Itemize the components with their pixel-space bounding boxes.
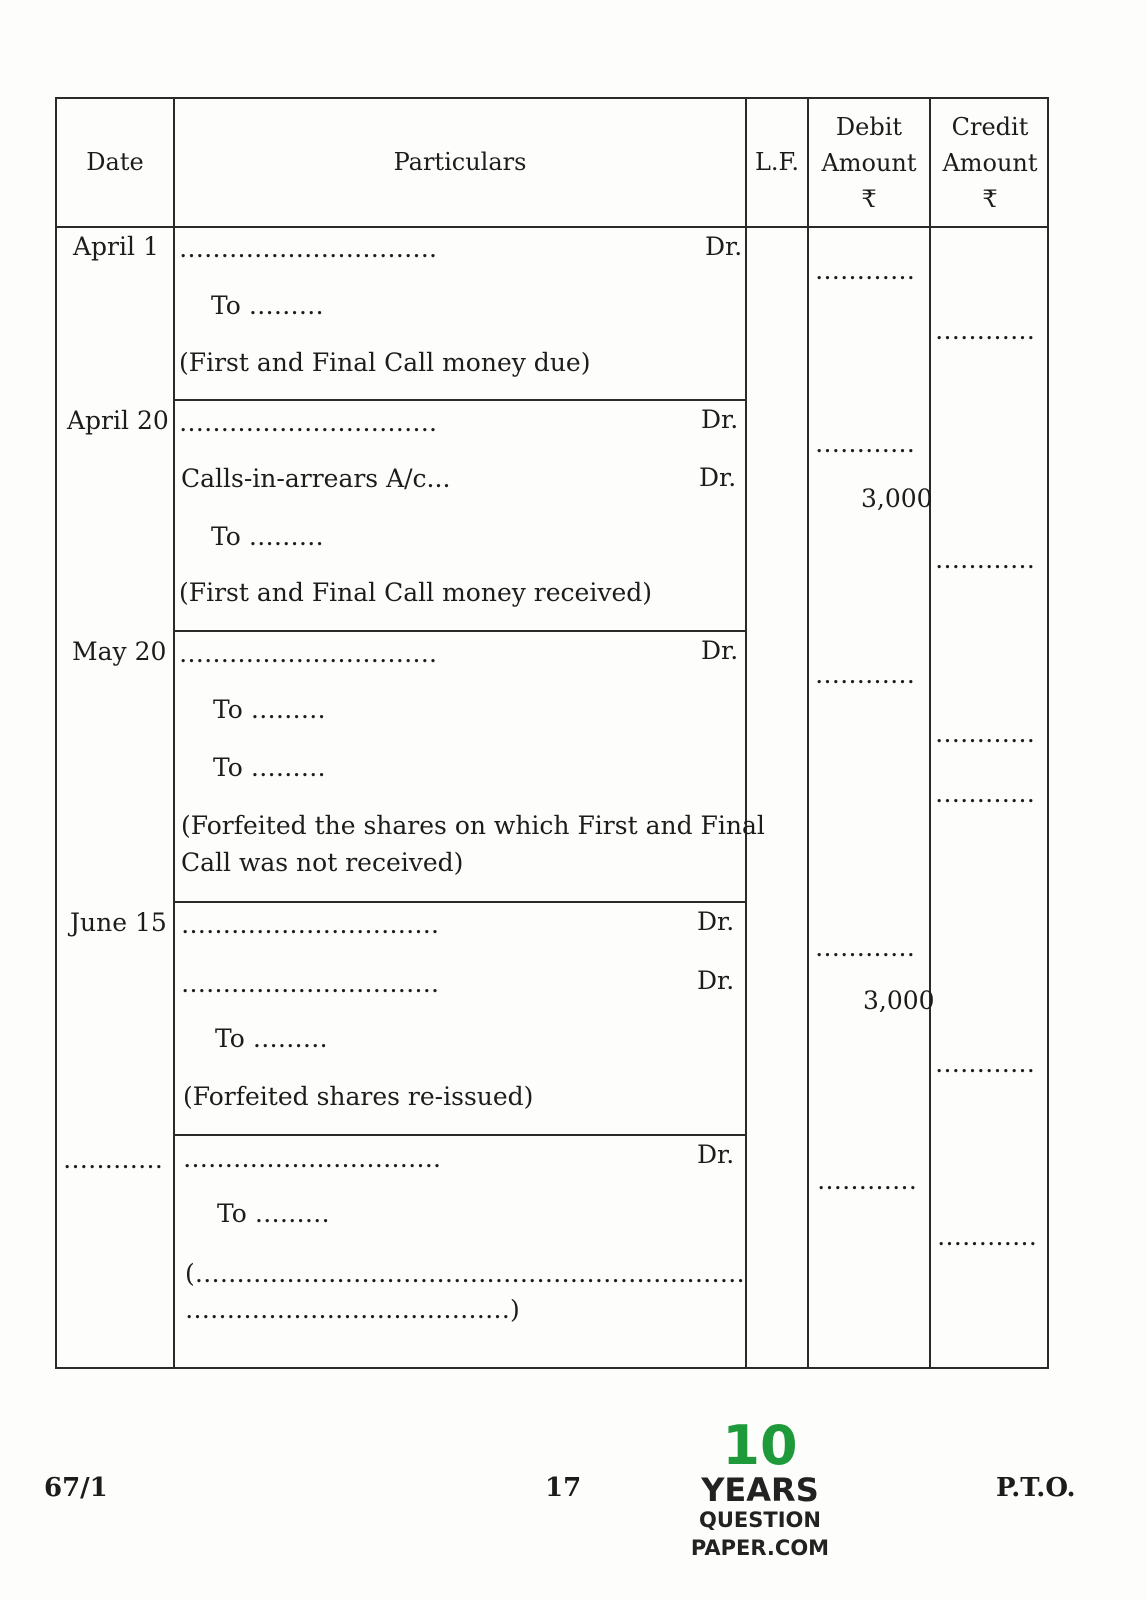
- dr-marker: Dr.: [705, 232, 743, 261]
- narration: Call was not received): [181, 848, 464, 877]
- debit-amount: …………: [817, 1166, 917, 1195]
- col-divider: [745, 99, 747, 1367]
- particular-line: To ………: [215, 1024, 328, 1053]
- credit-amount: …………: [937, 1222, 1037, 1251]
- narration: (First and Final Call money due): [179, 348, 591, 377]
- dr-marker: Dr.: [697, 907, 735, 936]
- entry-divider: [175, 901, 747, 903]
- narration: (Forfeited the shares on which First and Final: [181, 811, 765, 840]
- narration: (…………………………………………………………: [185, 1259, 745, 1288]
- watermark-logo: [636, 1414, 884, 1562]
- particular-line: ………………………….: [183, 1144, 441, 1173]
- particular-line: ………………………….: [181, 969, 439, 998]
- credit-amount: …………: [935, 719, 1035, 748]
- entry-date: April 20: [67, 406, 169, 435]
- dr-marker: Dr.: [697, 1140, 735, 1169]
- narration: (Forfeited shares re-issued): [183, 1082, 534, 1111]
- entry-date: June 15: [70, 908, 167, 937]
- credit-amount: …………: [935, 779, 1035, 808]
- page-number: 17: [545, 1473, 582, 1503]
- dr-marker: Dr.: [701, 405, 739, 434]
- watermark-site: QUESTION PAPER.COM: [690, 1508, 830, 1560]
- particular-line: To ………: [213, 753, 326, 782]
- entry-date: April 1: [73, 232, 159, 261]
- particular-line: ………………………….: [179, 234, 437, 263]
- pto-label: P.T.O.: [996, 1473, 1076, 1503]
- paper-code: 67/1: [44, 1473, 108, 1503]
- header-date: Date: [86, 148, 144, 176]
- header-particulars: Particulars: [393, 148, 527, 176]
- col-divider: [173, 99, 175, 1367]
- entry-divider: [175, 399, 747, 401]
- journal-table: [55, 97, 1049, 1369]
- col-divider: [929, 99, 931, 1367]
- watermark-number: 10: [722, 1414, 798, 1477]
- particular-line: ………………………….: [179, 639, 437, 668]
- dr-marker: Dr.: [699, 463, 737, 492]
- debit-amount: …………: [815, 933, 915, 962]
- entry-divider: [175, 1134, 747, 1136]
- debit-amount: …………: [815, 660, 915, 689]
- particular-line: To ………: [211, 291, 324, 320]
- header-divider: [57, 226, 1047, 228]
- credit-amount: …………: [935, 545, 1035, 574]
- dr-marker: Dr.: [701, 636, 739, 665]
- watermark-years: YEARS: [701, 1471, 819, 1509]
- entry-date: May 20: [72, 637, 167, 666]
- debit-amount: …………: [815, 256, 915, 285]
- entry-date: …………: [63, 1145, 163, 1174]
- header-debit: Debit Amount ₹: [821, 113, 917, 213]
- debit-amount: 3,000: [863, 986, 935, 1015]
- header-credit: Credit Amount ₹: [942, 113, 1038, 213]
- credit-amount: …………: [935, 1049, 1035, 1078]
- particular-line: To ………: [213, 695, 326, 724]
- particular-line: ………………………….: [181, 910, 439, 939]
- particular-line: To ………: [211, 522, 324, 551]
- narration: …………………………………): [185, 1295, 520, 1324]
- debit-amount: …………: [815, 429, 915, 458]
- narration: (First and Final Call money received): [179, 578, 653, 607]
- debit-amount: 3,000: [861, 484, 933, 513]
- particular-line: Calls-in-arrears A/c...: [181, 464, 451, 493]
- col-divider: [807, 99, 809, 1367]
- dr-marker: Dr.: [697, 966, 735, 995]
- particular-line: ………………………….: [179, 408, 437, 437]
- entry-divider: [175, 630, 747, 632]
- header-lf: L.F.: [754, 148, 800, 176]
- credit-amount: …………: [935, 316, 1035, 345]
- particular-line: To ………: [217, 1199, 330, 1228]
